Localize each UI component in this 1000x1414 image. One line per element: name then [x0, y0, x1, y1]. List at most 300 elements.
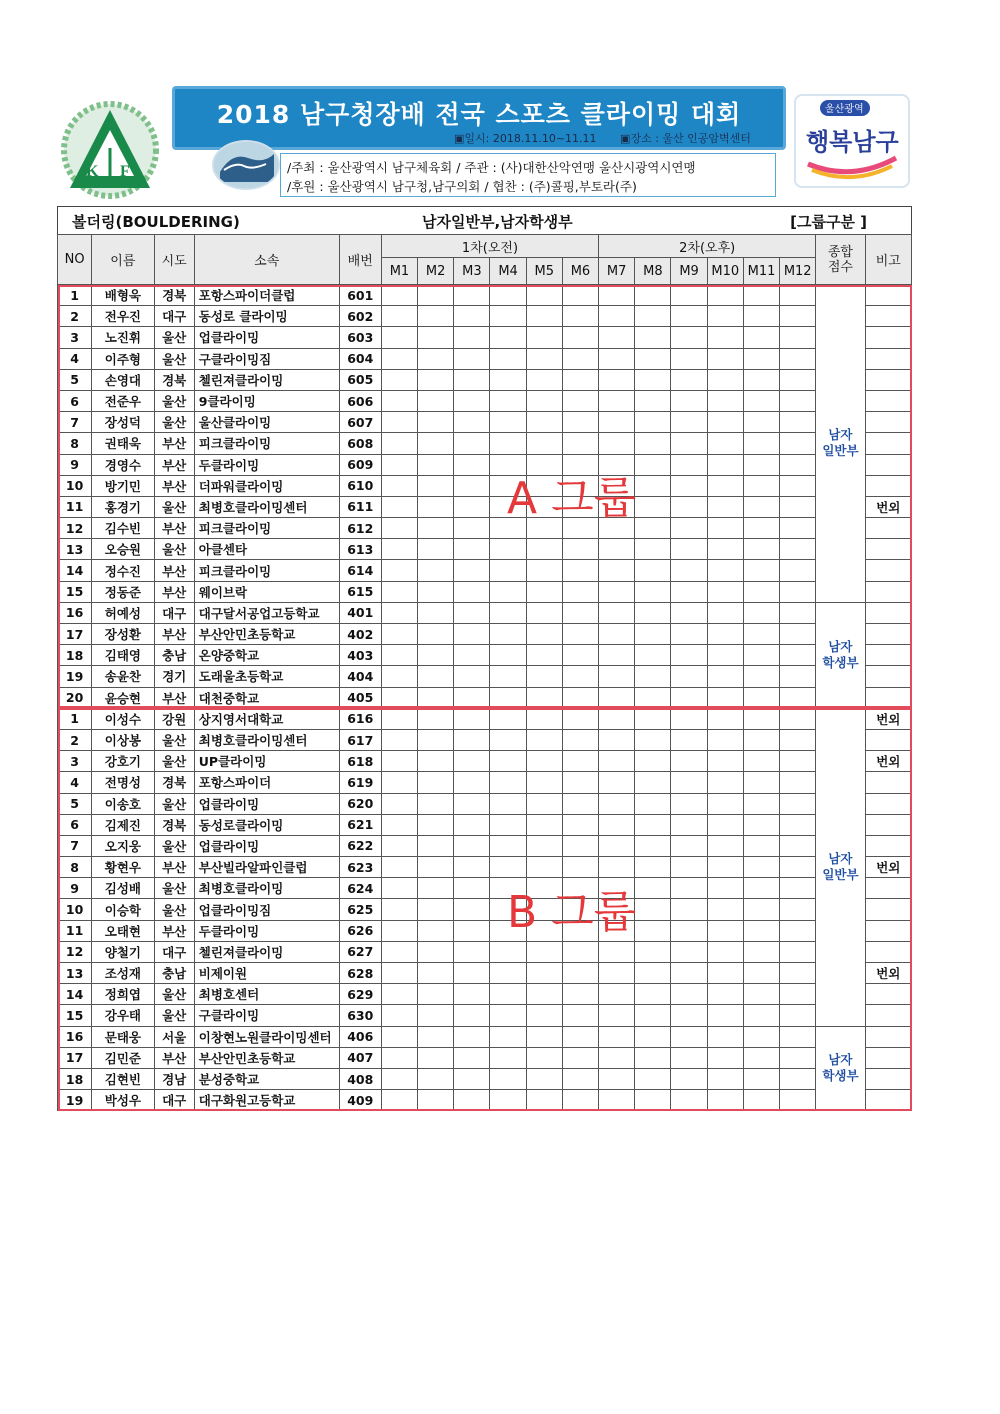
score-cell[interactable]: [780, 963, 816, 984]
score-cell[interactable]: [671, 963, 707, 984]
score-cell[interactable]: [599, 369, 635, 390]
note-cell[interactable]: [865, 518, 911, 539]
score-cell[interactable]: [526, 1047, 562, 1068]
score-cell[interactable]: [599, 984, 635, 1005]
score-cell[interactable]: [526, 285, 562, 306]
score-cell[interactable]: [381, 878, 417, 899]
score-cell[interactable]: [562, 772, 598, 793]
score-cell[interactable]: [454, 708, 490, 729]
score-cell[interactable]: [454, 306, 490, 327]
score-cell[interactable]: [671, 602, 707, 623]
score-cell[interactable]: [635, 369, 671, 390]
score-cell[interactable]: [381, 857, 417, 878]
score-cell[interactable]: [418, 306, 454, 327]
score-cell[interactable]: [418, 624, 454, 645]
score-cell[interactable]: [418, 433, 454, 454]
score-cell[interactable]: [562, 1068, 598, 1089]
score-cell[interactable]: [671, 645, 707, 666]
score-cell[interactable]: [599, 772, 635, 793]
score-cell[interactable]: [562, 327, 598, 348]
note-cell[interactable]: [865, 1090, 911, 1111]
score-cell[interactable]: [418, 984, 454, 1005]
score-cell[interactable]: [707, 814, 743, 835]
score-cell[interactable]: [671, 920, 707, 941]
score-cell[interactable]: [635, 645, 671, 666]
score-cell[interactable]: [562, 390, 598, 411]
score-cell[interactable]: [780, 581, 816, 602]
score-cell[interactable]: [635, 857, 671, 878]
score-cell[interactable]: [490, 1005, 526, 1026]
score-cell[interactable]: [454, 602, 490, 623]
score-cell[interactable]: [490, 814, 526, 835]
score-cell[interactable]: [454, 857, 490, 878]
score-cell[interactable]: [635, 984, 671, 1005]
score-cell[interactable]: [707, 941, 743, 962]
score-cell[interactable]: [780, 518, 816, 539]
score-cell[interactable]: [707, 899, 743, 920]
score-cell[interactable]: [381, 941, 417, 962]
score-cell[interactable]: [635, 963, 671, 984]
score-cell[interactable]: [562, 1047, 598, 1068]
note-cell[interactable]: [865, 645, 911, 666]
score-cell[interactable]: [381, 1047, 417, 1068]
score-cell[interactable]: [707, 475, 743, 496]
score-cell[interactable]: [599, 1090, 635, 1111]
score-cell[interactable]: [418, 1090, 454, 1111]
score-cell[interactable]: [707, 1047, 743, 1068]
score-cell[interactable]: [418, 878, 454, 899]
score-cell[interactable]: [671, 751, 707, 772]
score-cell[interactable]: [454, 348, 490, 369]
score-cell[interactable]: [743, 1090, 779, 1111]
score-cell[interactable]: [671, 369, 707, 390]
score-cell[interactable]: [780, 433, 816, 454]
score-cell[interactable]: [743, 560, 779, 581]
score-cell[interactable]: [635, 454, 671, 475]
score-cell[interactable]: [635, 687, 671, 708]
score-cell[interactable]: [780, 1047, 816, 1068]
score-cell[interactable]: [671, 814, 707, 835]
score-cell[interactable]: [490, 1090, 526, 1111]
score-cell[interactable]: [418, 518, 454, 539]
score-cell[interactable]: [671, 984, 707, 1005]
score-cell[interactable]: [490, 793, 526, 814]
score-cell[interactable]: [707, 1068, 743, 1089]
score-cell[interactable]: [780, 941, 816, 962]
score-cell[interactable]: [490, 327, 526, 348]
score-cell[interactable]: [707, 984, 743, 1005]
score-cell[interactable]: [671, 1005, 707, 1026]
score-cell[interactable]: [490, 772, 526, 793]
score-cell[interactable]: [418, 560, 454, 581]
score-cell[interactable]: [381, 920, 417, 941]
score-cell[interactable]: [381, 666, 417, 687]
score-cell[interactable]: [418, 1026, 454, 1047]
score-cell[interactable]: [490, 285, 526, 306]
score-cell[interactable]: [671, 1090, 707, 1111]
score-cell[interactable]: [707, 729, 743, 750]
score-cell[interactable]: [599, 1068, 635, 1089]
score-cell[interactable]: [780, 624, 816, 645]
score-cell[interactable]: [562, 835, 598, 856]
note-cell[interactable]: [865, 306, 911, 327]
score-cell[interactable]: [526, 645, 562, 666]
score-cell[interactable]: [635, 581, 671, 602]
score-cell[interactable]: [743, 433, 779, 454]
score-cell[interactable]: [490, 666, 526, 687]
score-cell[interactable]: [562, 666, 598, 687]
score-cell[interactable]: [743, 412, 779, 433]
score-cell[interactable]: [562, 1090, 598, 1111]
score-cell[interactable]: [743, 602, 779, 623]
score-cell[interactable]: [599, 560, 635, 581]
score-cell[interactable]: [707, 433, 743, 454]
score-cell[interactable]: [490, 539, 526, 560]
score-cell[interactable]: [743, 772, 779, 793]
score-cell[interactable]: [671, 496, 707, 517]
score-cell[interactable]: [454, 729, 490, 750]
score-cell[interactable]: [635, 835, 671, 856]
score-cell[interactable]: [780, 348, 816, 369]
score-cell[interactable]: [743, 1068, 779, 1089]
score-cell[interactable]: [454, 327, 490, 348]
score-cell[interactable]: [635, 412, 671, 433]
note-cell[interactable]: 번외: [865, 963, 911, 984]
score-cell[interactable]: [490, 412, 526, 433]
score-cell[interactable]: [454, 772, 490, 793]
note-cell[interactable]: [865, 1005, 911, 1026]
score-cell[interactable]: [381, 645, 417, 666]
score-cell[interactable]: [418, 539, 454, 560]
score-cell[interactable]: [635, 1068, 671, 1089]
score-cell[interactable]: [490, 602, 526, 623]
score-cell[interactable]: [707, 1026, 743, 1047]
score-cell[interactable]: [671, 306, 707, 327]
note-cell[interactable]: [865, 433, 911, 454]
score-cell[interactable]: [526, 348, 562, 369]
score-cell[interactable]: [418, 454, 454, 475]
score-cell[interactable]: [780, 454, 816, 475]
note-cell[interactable]: [865, 285, 911, 306]
note-cell[interactable]: [865, 539, 911, 560]
score-cell[interactable]: [490, 708, 526, 729]
score-cell[interactable]: [562, 814, 598, 835]
note-cell[interactable]: 번외: [865, 857, 911, 878]
score-cell[interactable]: [562, 708, 598, 729]
score-cell[interactable]: [743, 624, 779, 645]
score-cell[interactable]: [418, 814, 454, 835]
score-cell[interactable]: [780, 1090, 816, 1111]
score-cell[interactable]: [780, 496, 816, 517]
score-cell[interactable]: [707, 390, 743, 411]
score-cell[interactable]: [381, 412, 417, 433]
score-cell[interactable]: [599, 708, 635, 729]
score-cell[interactable]: [418, 412, 454, 433]
score-cell[interactable]: [780, 729, 816, 750]
score-cell[interactable]: [780, 602, 816, 623]
score-cell[interactable]: [707, 1090, 743, 1111]
score-cell[interactable]: [418, 1068, 454, 1089]
score-cell[interactable]: [454, 1047, 490, 1068]
score-cell[interactable]: [707, 772, 743, 793]
score-cell[interactable]: [743, 285, 779, 306]
score-cell[interactable]: [526, 369, 562, 390]
score-cell[interactable]: [381, 285, 417, 306]
score-cell[interactable]: [454, 645, 490, 666]
score-cell[interactable]: [381, 518, 417, 539]
note-cell[interactable]: [865, 729, 911, 750]
score-cell[interactable]: [671, 772, 707, 793]
score-cell[interactable]: [743, 1047, 779, 1068]
score-cell[interactable]: [671, 581, 707, 602]
score-cell[interactable]: [599, 602, 635, 623]
score-cell[interactable]: [599, 327, 635, 348]
score-cell[interactable]: [526, 1026, 562, 1047]
score-cell[interactable]: [526, 941, 562, 962]
score-cell[interactable]: [381, 963, 417, 984]
score-cell[interactable]: [635, 1005, 671, 1026]
score-cell[interactable]: [418, 645, 454, 666]
score-cell[interactable]: [780, 857, 816, 878]
score-cell[interactable]: [707, 687, 743, 708]
score-cell[interactable]: [562, 645, 598, 666]
note-cell[interactable]: [865, 793, 911, 814]
score-cell[interactable]: [526, 1068, 562, 1089]
score-cell[interactable]: [381, 539, 417, 560]
score-cell[interactable]: [671, 687, 707, 708]
score-cell[interactable]: [707, 835, 743, 856]
score-cell[interactable]: [381, 327, 417, 348]
score-cell[interactable]: [743, 1026, 779, 1047]
score-cell[interactable]: [490, 581, 526, 602]
score-cell[interactable]: [381, 1026, 417, 1047]
score-cell[interactable]: [671, 1068, 707, 1089]
score-cell[interactable]: [381, 433, 417, 454]
score-cell[interactable]: [562, 285, 598, 306]
score-cell[interactable]: [381, 793, 417, 814]
score-cell[interactable]: [381, 708, 417, 729]
note-cell[interactable]: [865, 624, 911, 645]
score-cell[interactable]: [454, 814, 490, 835]
score-cell[interactable]: [454, 751, 490, 772]
score-cell[interactable]: [418, 751, 454, 772]
score-cell[interactable]: [743, 496, 779, 517]
score-cell[interactable]: [635, 602, 671, 623]
score-cell[interactable]: [780, 306, 816, 327]
score-cell[interactable]: [599, 963, 635, 984]
score-cell[interactable]: [490, 369, 526, 390]
score-cell[interactable]: [418, 857, 454, 878]
score-cell[interactable]: [707, 327, 743, 348]
score-cell[interactable]: [707, 306, 743, 327]
note-cell[interactable]: [865, 878, 911, 899]
score-cell[interactable]: [418, 285, 454, 306]
score-cell[interactable]: [635, 1090, 671, 1111]
score-cell[interactable]: [418, 348, 454, 369]
score-cell[interactable]: [707, 539, 743, 560]
score-cell[interactable]: [707, 496, 743, 517]
score-cell[interactable]: [743, 729, 779, 750]
score-cell[interactable]: [526, 581, 562, 602]
score-cell[interactable]: [635, 793, 671, 814]
score-cell[interactable]: [454, 793, 490, 814]
note-cell[interactable]: [865, 687, 911, 708]
score-cell[interactable]: [743, 857, 779, 878]
score-cell[interactable]: [562, 793, 598, 814]
score-cell[interactable]: [635, 496, 671, 517]
score-cell[interactable]: [381, 602, 417, 623]
score-cell[interactable]: [526, 390, 562, 411]
score-cell[interactable]: [381, 899, 417, 920]
score-cell[interactable]: [780, 835, 816, 856]
score-cell[interactable]: [381, 729, 417, 750]
score-cell[interactable]: [562, 433, 598, 454]
score-cell[interactable]: [381, 454, 417, 475]
score-cell[interactable]: [743, 984, 779, 1005]
score-cell[interactable]: [381, 1005, 417, 1026]
score-cell[interactable]: [562, 306, 598, 327]
score-cell[interactable]: [562, 412, 598, 433]
score-cell[interactable]: [671, 454, 707, 475]
score-cell[interactable]: [707, 963, 743, 984]
score-cell[interactable]: [562, 941, 598, 962]
score-cell[interactable]: [635, 285, 671, 306]
score-cell[interactable]: [490, 729, 526, 750]
score-cell[interactable]: [743, 1005, 779, 1026]
score-cell[interactable]: [780, 412, 816, 433]
score-cell[interactable]: [562, 348, 598, 369]
score-cell[interactable]: [418, 496, 454, 517]
score-cell[interactable]: [490, 1068, 526, 1089]
score-cell[interactable]: [635, 390, 671, 411]
score-cell[interactable]: [671, 539, 707, 560]
score-cell[interactable]: [599, 1047, 635, 1068]
score-cell[interactable]: [707, 412, 743, 433]
score-cell[interactable]: [454, 369, 490, 390]
score-cell[interactable]: [562, 729, 598, 750]
note-cell[interactable]: [865, 1047, 911, 1068]
score-cell[interactable]: [454, 560, 490, 581]
score-cell[interactable]: [707, 624, 743, 645]
note-cell[interactable]: [865, 369, 911, 390]
score-cell[interactable]: [454, 412, 490, 433]
score-cell[interactable]: [454, 581, 490, 602]
total-score-division-cell[interactable]: 남자 학생부: [816, 1026, 865, 1111]
score-cell[interactable]: [707, 708, 743, 729]
score-cell[interactable]: [635, 306, 671, 327]
score-cell[interactable]: [707, 602, 743, 623]
score-cell[interactable]: [635, 348, 671, 369]
note-cell[interactable]: [865, 581, 911, 602]
score-cell[interactable]: [635, 518, 671, 539]
score-cell[interactable]: [454, 941, 490, 962]
score-cell[interactable]: [635, 920, 671, 941]
score-cell[interactable]: [635, 751, 671, 772]
score-cell[interactable]: [526, 602, 562, 623]
score-cell[interactable]: [454, 539, 490, 560]
score-cell[interactable]: [562, 560, 598, 581]
score-cell[interactable]: [780, 772, 816, 793]
score-cell[interactable]: [635, 729, 671, 750]
note-cell[interactable]: 번외: [865, 708, 911, 729]
score-cell[interactable]: [599, 687, 635, 708]
score-cell[interactable]: [743, 814, 779, 835]
total-score-division-cell[interactable]: 남자 일반부: [816, 708, 865, 1026]
score-cell[interactable]: [780, 390, 816, 411]
score-cell[interactable]: [671, 624, 707, 645]
score-cell[interactable]: [743, 327, 779, 348]
note-cell[interactable]: [865, 1068, 911, 1089]
score-cell[interactable]: [780, 539, 816, 560]
score-cell[interactable]: [454, 1090, 490, 1111]
score-cell[interactable]: [743, 645, 779, 666]
score-cell[interactable]: [780, 1068, 816, 1089]
score-cell[interactable]: [780, 687, 816, 708]
score-cell[interactable]: [743, 666, 779, 687]
score-cell[interactable]: [671, 729, 707, 750]
score-cell[interactable]: [671, 412, 707, 433]
score-cell[interactable]: [707, 285, 743, 306]
score-cell[interactable]: [526, 814, 562, 835]
score-cell[interactable]: [418, 390, 454, 411]
score-cell[interactable]: [671, 475, 707, 496]
score-cell[interactable]: [707, 1005, 743, 1026]
score-cell[interactable]: [780, 369, 816, 390]
score-cell[interactable]: [780, 666, 816, 687]
score-cell[interactable]: [454, 963, 490, 984]
score-cell[interactable]: [780, 1005, 816, 1026]
score-cell[interactable]: [780, 920, 816, 941]
score-cell[interactable]: [671, 793, 707, 814]
note-cell[interactable]: [865, 835, 911, 856]
score-cell[interactable]: [743, 687, 779, 708]
score-cell[interactable]: [743, 941, 779, 962]
score-cell[interactable]: [418, 687, 454, 708]
note-cell[interactable]: [865, 666, 911, 687]
score-cell[interactable]: [599, 729, 635, 750]
score-cell[interactable]: [526, 772, 562, 793]
score-cell[interactable]: [418, 920, 454, 941]
score-cell[interactable]: [418, 835, 454, 856]
score-cell[interactable]: [526, 751, 562, 772]
score-cell[interactable]: [671, 348, 707, 369]
score-cell[interactable]: [490, 687, 526, 708]
score-cell[interactable]: [490, 984, 526, 1005]
score-cell[interactable]: [780, 878, 816, 899]
score-cell[interactable]: [743, 751, 779, 772]
score-cell[interactable]: [671, 1026, 707, 1047]
score-cell[interactable]: [381, 560, 417, 581]
score-cell[interactable]: [671, 433, 707, 454]
score-cell[interactable]: [454, 454, 490, 475]
score-cell[interactable]: [418, 963, 454, 984]
score-cell[interactable]: [743, 306, 779, 327]
score-cell[interactable]: [381, 1090, 417, 1111]
score-cell[interactable]: [707, 348, 743, 369]
score-cell[interactable]: [599, 412, 635, 433]
score-cell[interactable]: [743, 475, 779, 496]
score-cell[interactable]: [599, 433, 635, 454]
score-cell[interactable]: [599, 285, 635, 306]
note-cell[interactable]: [865, 920, 911, 941]
score-cell[interactable]: [381, 835, 417, 856]
score-cell[interactable]: [418, 602, 454, 623]
score-cell[interactable]: [381, 984, 417, 1005]
score-cell[interactable]: [454, 687, 490, 708]
score-cell[interactable]: [599, 306, 635, 327]
score-cell[interactable]: [780, 1026, 816, 1047]
score-cell[interactable]: [381, 581, 417, 602]
